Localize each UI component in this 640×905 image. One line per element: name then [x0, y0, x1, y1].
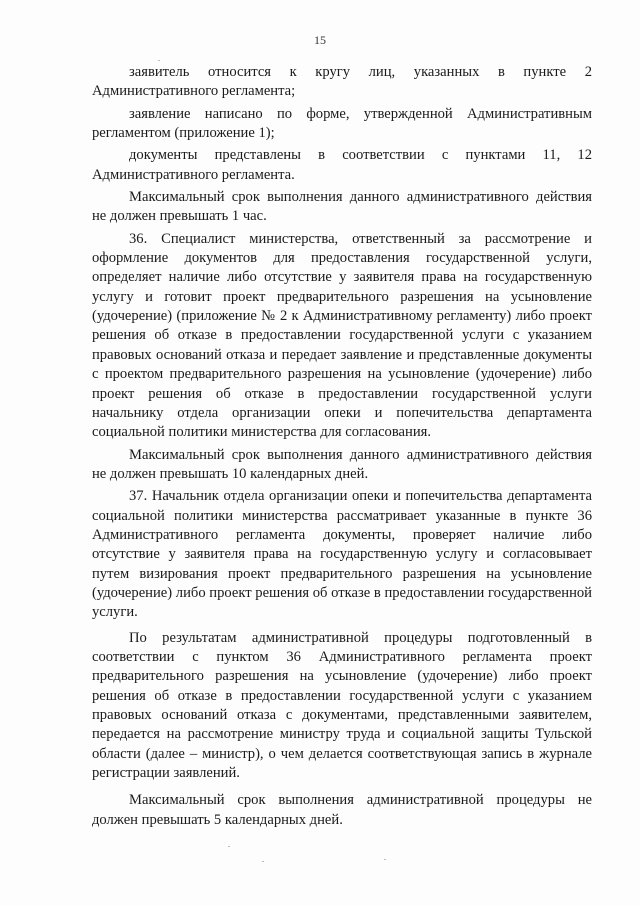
scan-speck — [262, 861, 264, 862]
paragraph-documents-compliance: документы представлены в соответствии с пунктами 11, 12 Административного регламента. — [92, 147, 592, 183]
paragraph-time-limit-5-days: Максимальный срок выполнения административной процедуры не должен превышать 5 календарных дней. — [92, 792, 592, 828]
scan-speck — [384, 859, 386, 860]
paragraph-time-limit-1-hour: Максимальный срок выполнения данного административного действия не должен превышать 1 час. — [92, 189, 592, 225]
paragraph-time-limit-10-days: Максимальный срок выполнения данного административного действия не должен превышать 10 календарных дней. — [92, 446, 592, 482]
scan-speck — [228, 846, 230, 847]
paragraph-item-36: 36. Специалист министерства, ответственный за рассмотрение и оформление документов для предоставления государственной услуги, определяет наличие либо отсутствие у заявителя права на государственную услугу и готовит проект предварительного разрешения на усыновление (удочерение) (приложение № 2 к Административному регламенту) либо проект решения об отказе в предоставлении государственной услуги с указанием правовых оснований отказа и передает заявление и представленные документы с проектом предварительного разрешения на усыновление (удочерение) либо проект решения об отказе в предоставлении государственной услуги начальнику отдела организации опеки и попечительства департамента социальной политики министерства для согласования. — [92, 230, 592, 441]
paragraph-item-37: 37. Начальник отдела организации опеки и попечительства департамента социальной политики министерства рассматривает указанные в пункте 36 Административного регламента документы, проверяет наличие либо отсутствие у заявителя права на государственную услугу и согласовывает путем визирования проект предварительного разрешения на усыновление (удочерение) либо проект решения об отказе в предоставлении государственной услуги. — [92, 488, 592, 621]
paragraph-applicant-category: заявитель относится к кругу лиц, указанных в пункте 2 Административного регламента; — [92, 64, 592, 100]
scan-speck — [158, 60, 160, 61]
paragraph-application-form: заявление написано по форме, утвержденной Административным регламентом (приложение 1); — [92, 105, 592, 142]
document-body — [92, 63, 592, 830]
paragraph-procedure-results: По результатам административной процедуры подготовленный в соответствии с пунктом 36 Административного регламента проект предварительного разрешения на усыновление (удочерение) либо проект решения об отказе в предоставлении государственной услуги с указанием правовых оснований отказа с документами, представленными заявителем, передается на рассмотрение министру труда и социальной защиты Тульской области (далее – министр), о чем делается соответствующая запись в журнале регистрации заявлений. — [92, 629, 592, 782]
page-number: 15 — [314, 33, 326, 47]
